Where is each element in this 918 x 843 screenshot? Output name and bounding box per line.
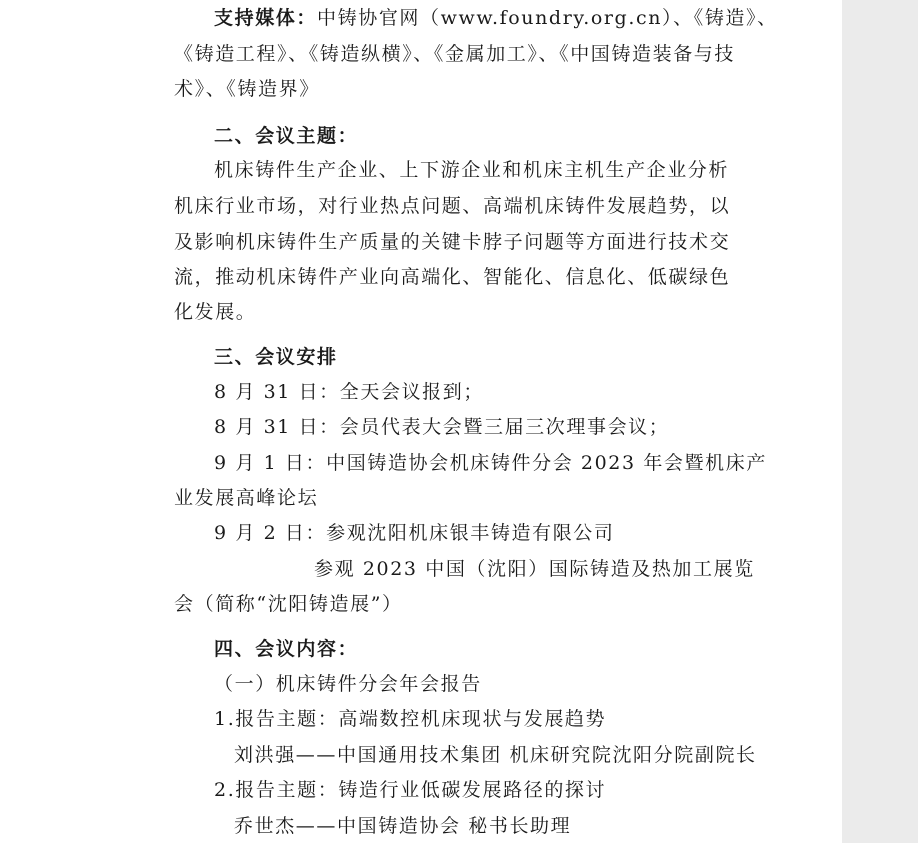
- report-1-topic: 1.报告主题：高端数控机床现状与发展趋势: [214, 708, 607, 730]
- section3-heading: 三、会议安排: [214, 346, 338, 368]
- section4-subheading: （一）机床铸件分会年会报告: [214, 673, 482, 695]
- section2-heading: 二、会议主题：: [214, 125, 359, 147]
- section2-line-5: 化发展。: [174, 301, 257, 323]
- section2-line-3: 及影响机床铸件生产质量的关键卡脖子问题等方面进行技术交: [174, 231, 731, 253]
- schedule-line-2: 8 月 31 日：会员代表大会暨三届三次理事会议；: [214, 416, 670, 438]
- schedule-line-4: 业发展高峰论坛: [174, 487, 319, 509]
- section4-heading: 四、会议内容：: [214, 638, 359, 660]
- section2-line-1: 机床铸件生产企业、上下游企业和机床主机生产企业分析: [214, 159, 730, 181]
- support-media-label: 支持媒体：: [214, 7, 318, 29]
- schedule-line-3: 9 月 1 日：中国铸造协会机床铸件分会 2023 年会暨机床产: [214, 452, 767, 474]
- report-1-speaker: 刘洪强——中国通用技术集团 机床研究院沈阳分院副院长: [234, 744, 757, 766]
- support-media-line-1: 支持媒体：中铸协官网（www.foundry.org.cn）、《铸造》、: [214, 7, 778, 29]
- support-media-line-3: 术》、《铸造界》: [174, 78, 320, 100]
- report-2-speaker: 乔世杰——中国铸造协会 秘书长助理: [234, 815, 572, 837]
- schedule-line-1: 8 月 31 日：全天会议报到；: [214, 381, 484, 403]
- schedule-line-7: 会（简称“沈阳铸造展”）: [174, 593, 403, 615]
- section2-line-4: 流，推动机床铸件产业向高端化、智能化、信息化、低碳绿色: [174, 266, 731, 288]
- section2-line-2: 机床行业市场，对行业热点问题、高端机床铸件发展趋势，以: [174, 195, 731, 217]
- schedule-line-5: 9 月 2 日：参观沈阳机床银丰铸造有限公司: [214, 522, 615, 544]
- scan-page-edge: [842, 0, 918, 843]
- support-media-line-2: 《铸造工程》、《铸造纵横》、《金属加工》、《中国铸造装备与技: [174, 43, 736, 65]
- schedule-line-6: 参观 2023 中国（沈阳）国际铸造及热加工展览: [314, 558, 755, 580]
- report-2-topic: 2.报告主题：铸造行业低碳发展路径的探讨: [214, 779, 607, 801]
